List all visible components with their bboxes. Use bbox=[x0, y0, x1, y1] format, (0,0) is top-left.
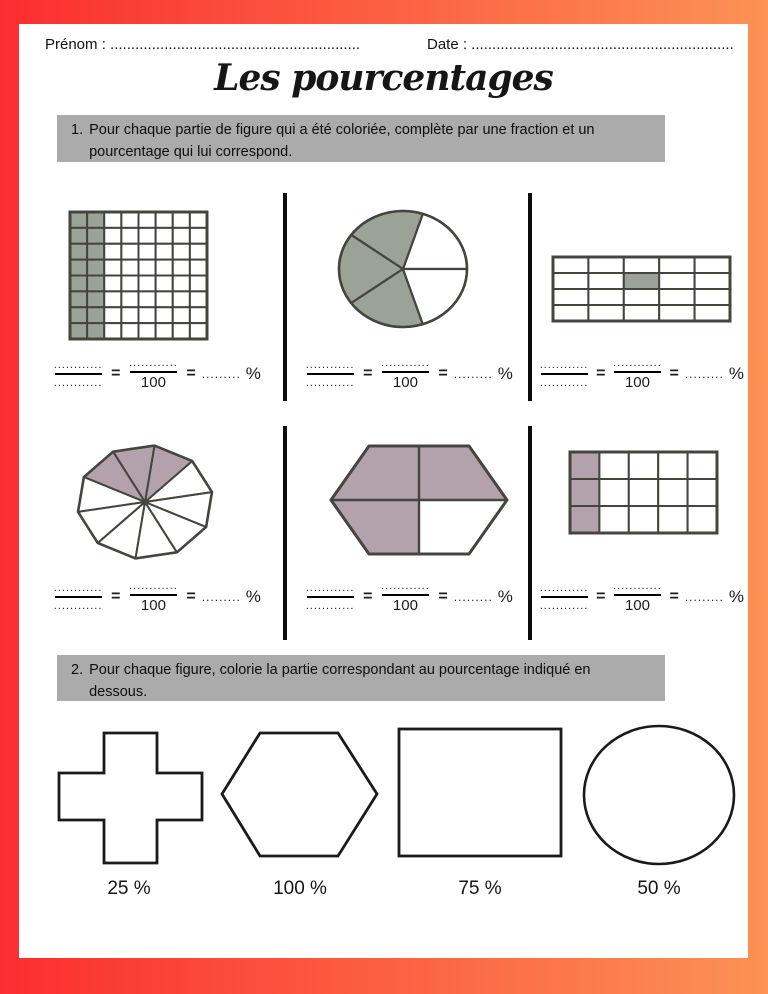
fraction-numerator-dots: ............ bbox=[305, 358, 355, 371]
denominator-100: 100 bbox=[624, 374, 650, 391]
fraction-numerator-dots: ............ bbox=[381, 580, 430, 592]
column-divider bbox=[528, 193, 532, 401]
denominator-100: 100 bbox=[392, 374, 418, 391]
hexagon-shape-to-color bbox=[220, 731, 379, 863]
fraction-over-100 bbox=[611, 580, 663, 613]
percent-sign: % bbox=[497, 586, 513, 606]
fraction-numerator-dots: ............ bbox=[53, 358, 103, 371]
fraction-blank bbox=[303, 582, 357, 612]
fraction-bar bbox=[130, 371, 177, 373]
fraction-numerator-dots: ............ bbox=[53, 581, 103, 594]
column-divider bbox=[283, 426, 287, 640]
percentage-label-circle: 50 % bbox=[637, 878, 681, 899]
fraction-denominator-dots: ............ bbox=[305, 376, 355, 389]
percent-answer-dots: ......... bbox=[453, 589, 493, 604]
percent-answer-dots: ......... bbox=[201, 589, 241, 604]
column-divider bbox=[283, 193, 287, 401]
denominator-100: 100 bbox=[624, 597, 650, 614]
exercise1-text: Pour chaque partie de figure qui a été coloriée, complète par une fraction et un pourcentage qui lui correspond. bbox=[89, 122, 595, 160]
fraction-bar bbox=[382, 371, 429, 373]
equals-sign: = bbox=[186, 364, 196, 382]
fraction-bar bbox=[307, 373, 354, 375]
fraction-answer-line bbox=[303, 580, 513, 613]
fraction-numerator-dots: ............ bbox=[613, 357, 662, 369]
fraction-bar bbox=[541, 373, 588, 375]
fraction-answer-line bbox=[45, 357, 267, 390]
denominator-100: 100 bbox=[392, 597, 418, 614]
equals-sign: = bbox=[363, 364, 373, 382]
fraction-blank bbox=[303, 359, 357, 389]
fraction-bar bbox=[307, 596, 354, 598]
equals-sign: = bbox=[596, 587, 606, 605]
fraction-denominator-dots: ............ bbox=[305, 599, 355, 612]
fraction-numerator-dots: ............ bbox=[305, 581, 355, 594]
fraction-numerator-dots: ............ bbox=[381, 357, 430, 369]
fraction-answer-line bbox=[538, 357, 744, 390]
fraction-denominator-dots: ............ bbox=[539, 599, 589, 612]
fraction-numerator-dots: ............ bbox=[539, 358, 589, 371]
equals-sign: = bbox=[596, 364, 606, 382]
fraction-blank bbox=[538, 582, 590, 612]
fraction-over-100 bbox=[126, 580, 180, 613]
cross-shape-to-color bbox=[57, 731, 204, 870]
fraction-numerator-dots: ............ bbox=[539, 581, 589, 594]
exercise2-instructions bbox=[57, 655, 665, 701]
prenom-field-label: Prénom : ............................................................ bbox=[45, 36, 361, 53]
fraction-blank bbox=[538, 359, 590, 389]
fraction-bar bbox=[130, 594, 177, 596]
fraction-bar bbox=[55, 596, 102, 598]
fraction-bar bbox=[614, 594, 661, 596]
date-field-label: Date : ............................................................... bbox=[427, 36, 734, 53]
equals-sign: = bbox=[186, 587, 196, 605]
percent-sign: % bbox=[728, 586, 744, 606]
percent-sign: % bbox=[497, 363, 513, 383]
percentage-label-cross: 25 % bbox=[107, 878, 151, 899]
percent-answer-dots: ......... bbox=[453, 366, 493, 381]
fraction-denominator-dots: ............ bbox=[53, 376, 103, 389]
exercise1-instructions bbox=[57, 115, 665, 162]
fraction-numerator-dots: ............ bbox=[613, 580, 662, 592]
equals-sign: = bbox=[669, 587, 679, 605]
figure-decagon-three-tenths-shaded bbox=[74, 442, 216, 567]
figure-grid-5x3-one-column-shaded bbox=[568, 450, 719, 540]
column-divider bbox=[528, 426, 532, 640]
fraction-over-100 bbox=[611, 357, 663, 390]
fraction-denominator-dots: ............ bbox=[53, 599, 103, 612]
percent-answer-dots: ......... bbox=[684, 589, 724, 604]
percent-answer-dots: ......... bbox=[684, 366, 724, 381]
fraction-answer-line bbox=[45, 580, 267, 613]
fraction-bar bbox=[541, 596, 588, 598]
fraction-over-100 bbox=[378, 580, 432, 613]
fraction-answer-line bbox=[303, 357, 513, 390]
denominator-100: 100 bbox=[140, 597, 166, 614]
page-title: Les pourcentages bbox=[214, 57, 553, 99]
percent-sign: % bbox=[728, 363, 744, 383]
fraction-answer-line bbox=[538, 580, 744, 613]
exercise2-text: Pour chaque figure, colorie la partie correspondant au pourcentage indiqué en dessous. bbox=[89, 662, 591, 700]
fraction-denominator-dots: ............ bbox=[539, 376, 589, 389]
equals-sign: = bbox=[111, 364, 121, 382]
circle-shape-to-color bbox=[581, 722, 737, 873]
figure-hexagon-three-quarters-shaded bbox=[328, 443, 510, 562]
denominator-100: 100 bbox=[140, 374, 166, 391]
percent-answer-dots: ......... bbox=[201, 366, 241, 381]
equals-sign: = bbox=[669, 364, 679, 382]
exercise1-number: 1. bbox=[71, 122, 84, 138]
figure-grid-8x8-two-columns-shaded bbox=[68, 210, 209, 346]
fraction-bar bbox=[55, 373, 102, 375]
equals-sign: = bbox=[111, 587, 121, 605]
equals-sign: = bbox=[438, 587, 448, 605]
fraction-bar bbox=[382, 594, 429, 596]
percentage-label-hexagon: 100 % bbox=[273, 878, 327, 899]
fraction-numerator-dots: ............ bbox=[129, 357, 178, 369]
rectangle-shape-to-color bbox=[397, 727, 563, 863]
fraction-over-100 bbox=[378, 357, 432, 390]
exercise2-number: 2. bbox=[71, 662, 84, 678]
equals-sign: = bbox=[363, 587, 373, 605]
worksheet-page bbox=[19, 24, 748, 958]
figure-pie-three-fifths-shaded bbox=[336, 208, 470, 335]
fraction-blank bbox=[51, 359, 105, 389]
figure-grid-5x4-one-cell-shaded bbox=[551, 255, 732, 328]
percentage-label-rectangle: 75 % bbox=[458, 878, 502, 899]
fraction-numerator-dots: ............ bbox=[129, 580, 178, 592]
fraction-over-100 bbox=[126, 357, 180, 390]
equals-sign: = bbox=[438, 364, 448, 382]
percent-sign: % bbox=[245, 363, 261, 383]
fraction-blank bbox=[51, 582, 105, 612]
fraction-bar bbox=[614, 371, 661, 373]
percent-sign: % bbox=[245, 586, 261, 606]
